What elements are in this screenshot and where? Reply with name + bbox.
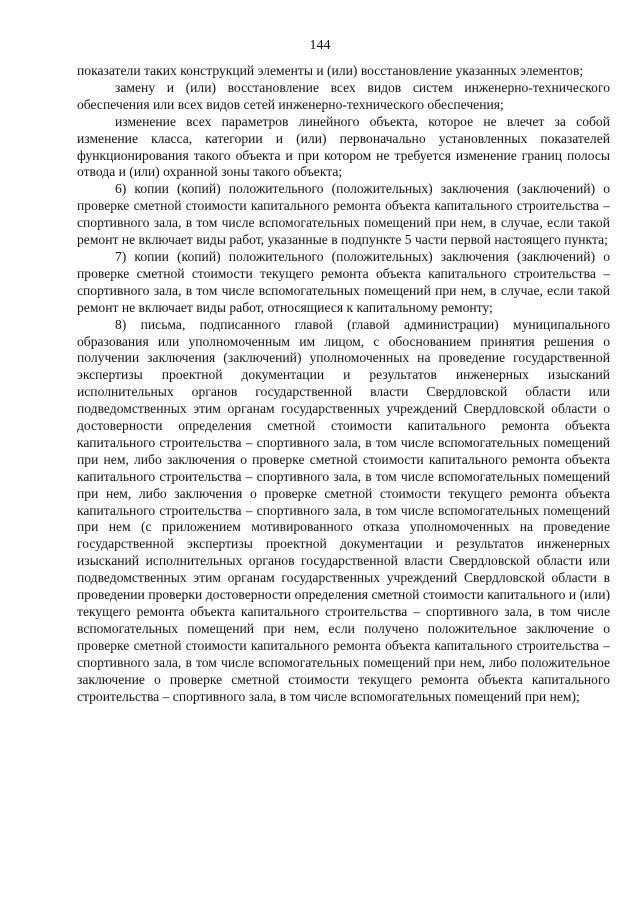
page-number: 144 [309,38,331,53]
paragraph-item-6: 6) копии (копий) положительного (положительных) заключения (заключений) о проверке сметной стоимости капитального ремонта объекта капитального строительства – спортивного зала, в том числе вспомогательных помещений при нем, в случае, если такой ремонт не включает виды работ, указанные в подпункте 5 части первой настоящего пункта; [77,181,610,248]
paragraph-engineering-systems: замену и (или) восстановление всех видов систем инженерно-технического обеспечения или всех видов сетей инженерно-технического обеспечения; [77,79,610,112]
paragraph-item-8: 8) письма, подписанного главой (главой администрации) муниципального образования или уполномоченным им лицом, с обоснованием принятия решения о получении заключения (заключений) уполномоченных на проведение государственной экспертизы проектной документации и результатов инженерных изысканий исполнительных органов государственной власти Свердловской области или подведомственных этим органам государственных учреждений Свердловской области о достоверности определения сметной стоимости капитального ремонта объекта капитального строительства – спортивного зала, в том числе вспомогательных помещений при нем, либо заключения о проверке сметной стоимости капитального ремонта объекта капитального строительства – спортивного зала, в том числе вспомогательных помещений при нем, либо заключения о проверке сметной стоимости текущего ремонта объекта капитального строительства – спортивного зала, в том числе вспомогательных помещений при нем (с приложением мотивированного отказа уполномоченных на проведение государственной экспертизы проектной документации и результатов инженерных изысканий исполнительных органов государственной власти Свердловской области или подведомственных этим органам государственных учреждений Свердловской области в проведении проверки достоверности определения сметной стоимости капитального и (или) текущего ремонта объекта капитального строительства – спортивного зала, в том числе вспомогательных помещений при нем, если получено положительное заключение о проверке сметной стоимости капитального ремонта объекта капитального строительства – спортивного зала, в том числе вспомогательных помещений при нем, либо положительное заключение о проверке сметной стоимости текущего ремонта объекта капитального строительства – спортивного зала, в том числе вспомогательных помещений при нем); [77,316,610,704]
paragraph-linear-object: изменение всех параметров линейного объекта, которое не влечет за собой изменение класса, категории и (или) первоначально установленных показателей функционирования такого объекта и при котором не требуется изменение границ полосы отвода и (или) охранной зоны такого объекта; [77,113,610,180]
body-text [77,63,610,705]
paragraph-continuation: показатели таких конструкций элементы и (или) восстановление указанных элементов; [77,63,584,78]
paragraph-item-7: 7) копии (копий) положительного (положительных) заключения (заключений) о проверке сметной стоимости текущего ремонта объекта капитального строительства – спортивного зала, в том числе вспомогательных помещений при нем, в случае, если такой ремонт не включает виды работ, относящиеся к капитальному ремонту; [77,248,610,315]
